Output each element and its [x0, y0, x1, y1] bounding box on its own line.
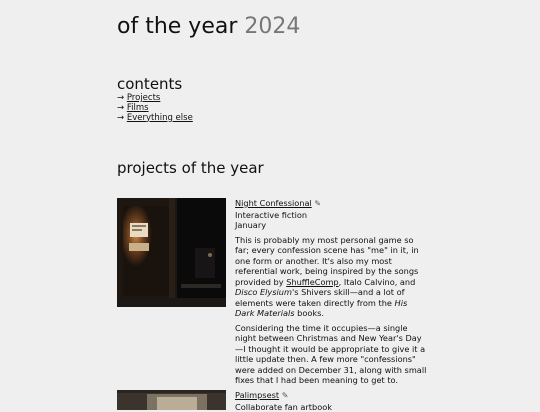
artbook-photo	[117, 390, 226, 410]
project-type: Interactive fiction	[235, 210, 427, 221]
desc-text: This is probably my most personal game so far; every confession scene has "me" in it, in one form or another. It's also my most referential work, being inspired by the songs provided by	[235, 235, 419, 287]
project-title-row	[235, 198, 427, 210]
project-thumbnail-palimpsest[interactable]	[117, 390, 226, 410]
arrow-icon: →	[117, 113, 124, 123]
pencil-icon: ✎	[282, 391, 289, 400]
projects-heading: projects of the year	[117, 159, 264, 177]
pencil-icon: ✎	[314, 199, 321, 208]
arrow-icon: →	[117, 93, 124, 103]
confessional-photo	[117, 198, 226, 307]
project-title-link[interactable]: Night Confessional	[235, 198, 312, 208]
project-title-link[interactable]: Palimpsest	[235, 390, 279, 400]
page-title-year: 2024	[244, 14, 300, 39]
desc-text: , Italo Calvino, and	[339, 277, 416, 287]
project-type: Collaborate fan artbook	[235, 402, 427, 412]
desc-text: 's Shivers skill—and a lot of elements were taken directly from the	[235, 287, 405, 308]
project-description-2: Considering the time it occupies—a single night between Christmas and New Year's Day—I thought it would be appropriate to give it a little update then. A few more "confessions" were added on December 31, along with small fixes that I had been meaning to get to.	[235, 323, 427, 386]
toc-link-films[interactable]: Films	[127, 103, 149, 113]
project-info-palimpsest	[235, 390, 427, 412]
table-of-contents	[117, 94, 193, 123]
toc-link-everything-else[interactable]: Everything else	[127, 113, 193, 123]
project-title-row	[235, 390, 427, 402]
toc-link-projects[interactable]: Projects	[127, 93, 161, 103]
project-thumbnail-night-confessional[interactable]	[117, 198, 226, 307]
desc-emphasis: Disco Elysium	[235, 287, 292, 297]
arrow-icon: →	[117, 103, 124, 113]
project-month: January	[235, 220, 427, 231]
project-description-1	[235, 235, 427, 319]
toc-item-everything-else	[117, 114, 193, 124]
shufflecomp-link[interactable]: ShuffleComp	[286, 277, 338, 287]
desc-text: books.	[295, 308, 324, 318]
page-title-text: of the year	[117, 14, 237, 39]
project-info-night-confessional	[235, 198, 427, 386]
desc-emphasis: His Dark Materials	[235, 298, 407, 319]
page-title	[117, 14, 300, 40]
contents-heading: contents	[117, 75, 182, 93]
